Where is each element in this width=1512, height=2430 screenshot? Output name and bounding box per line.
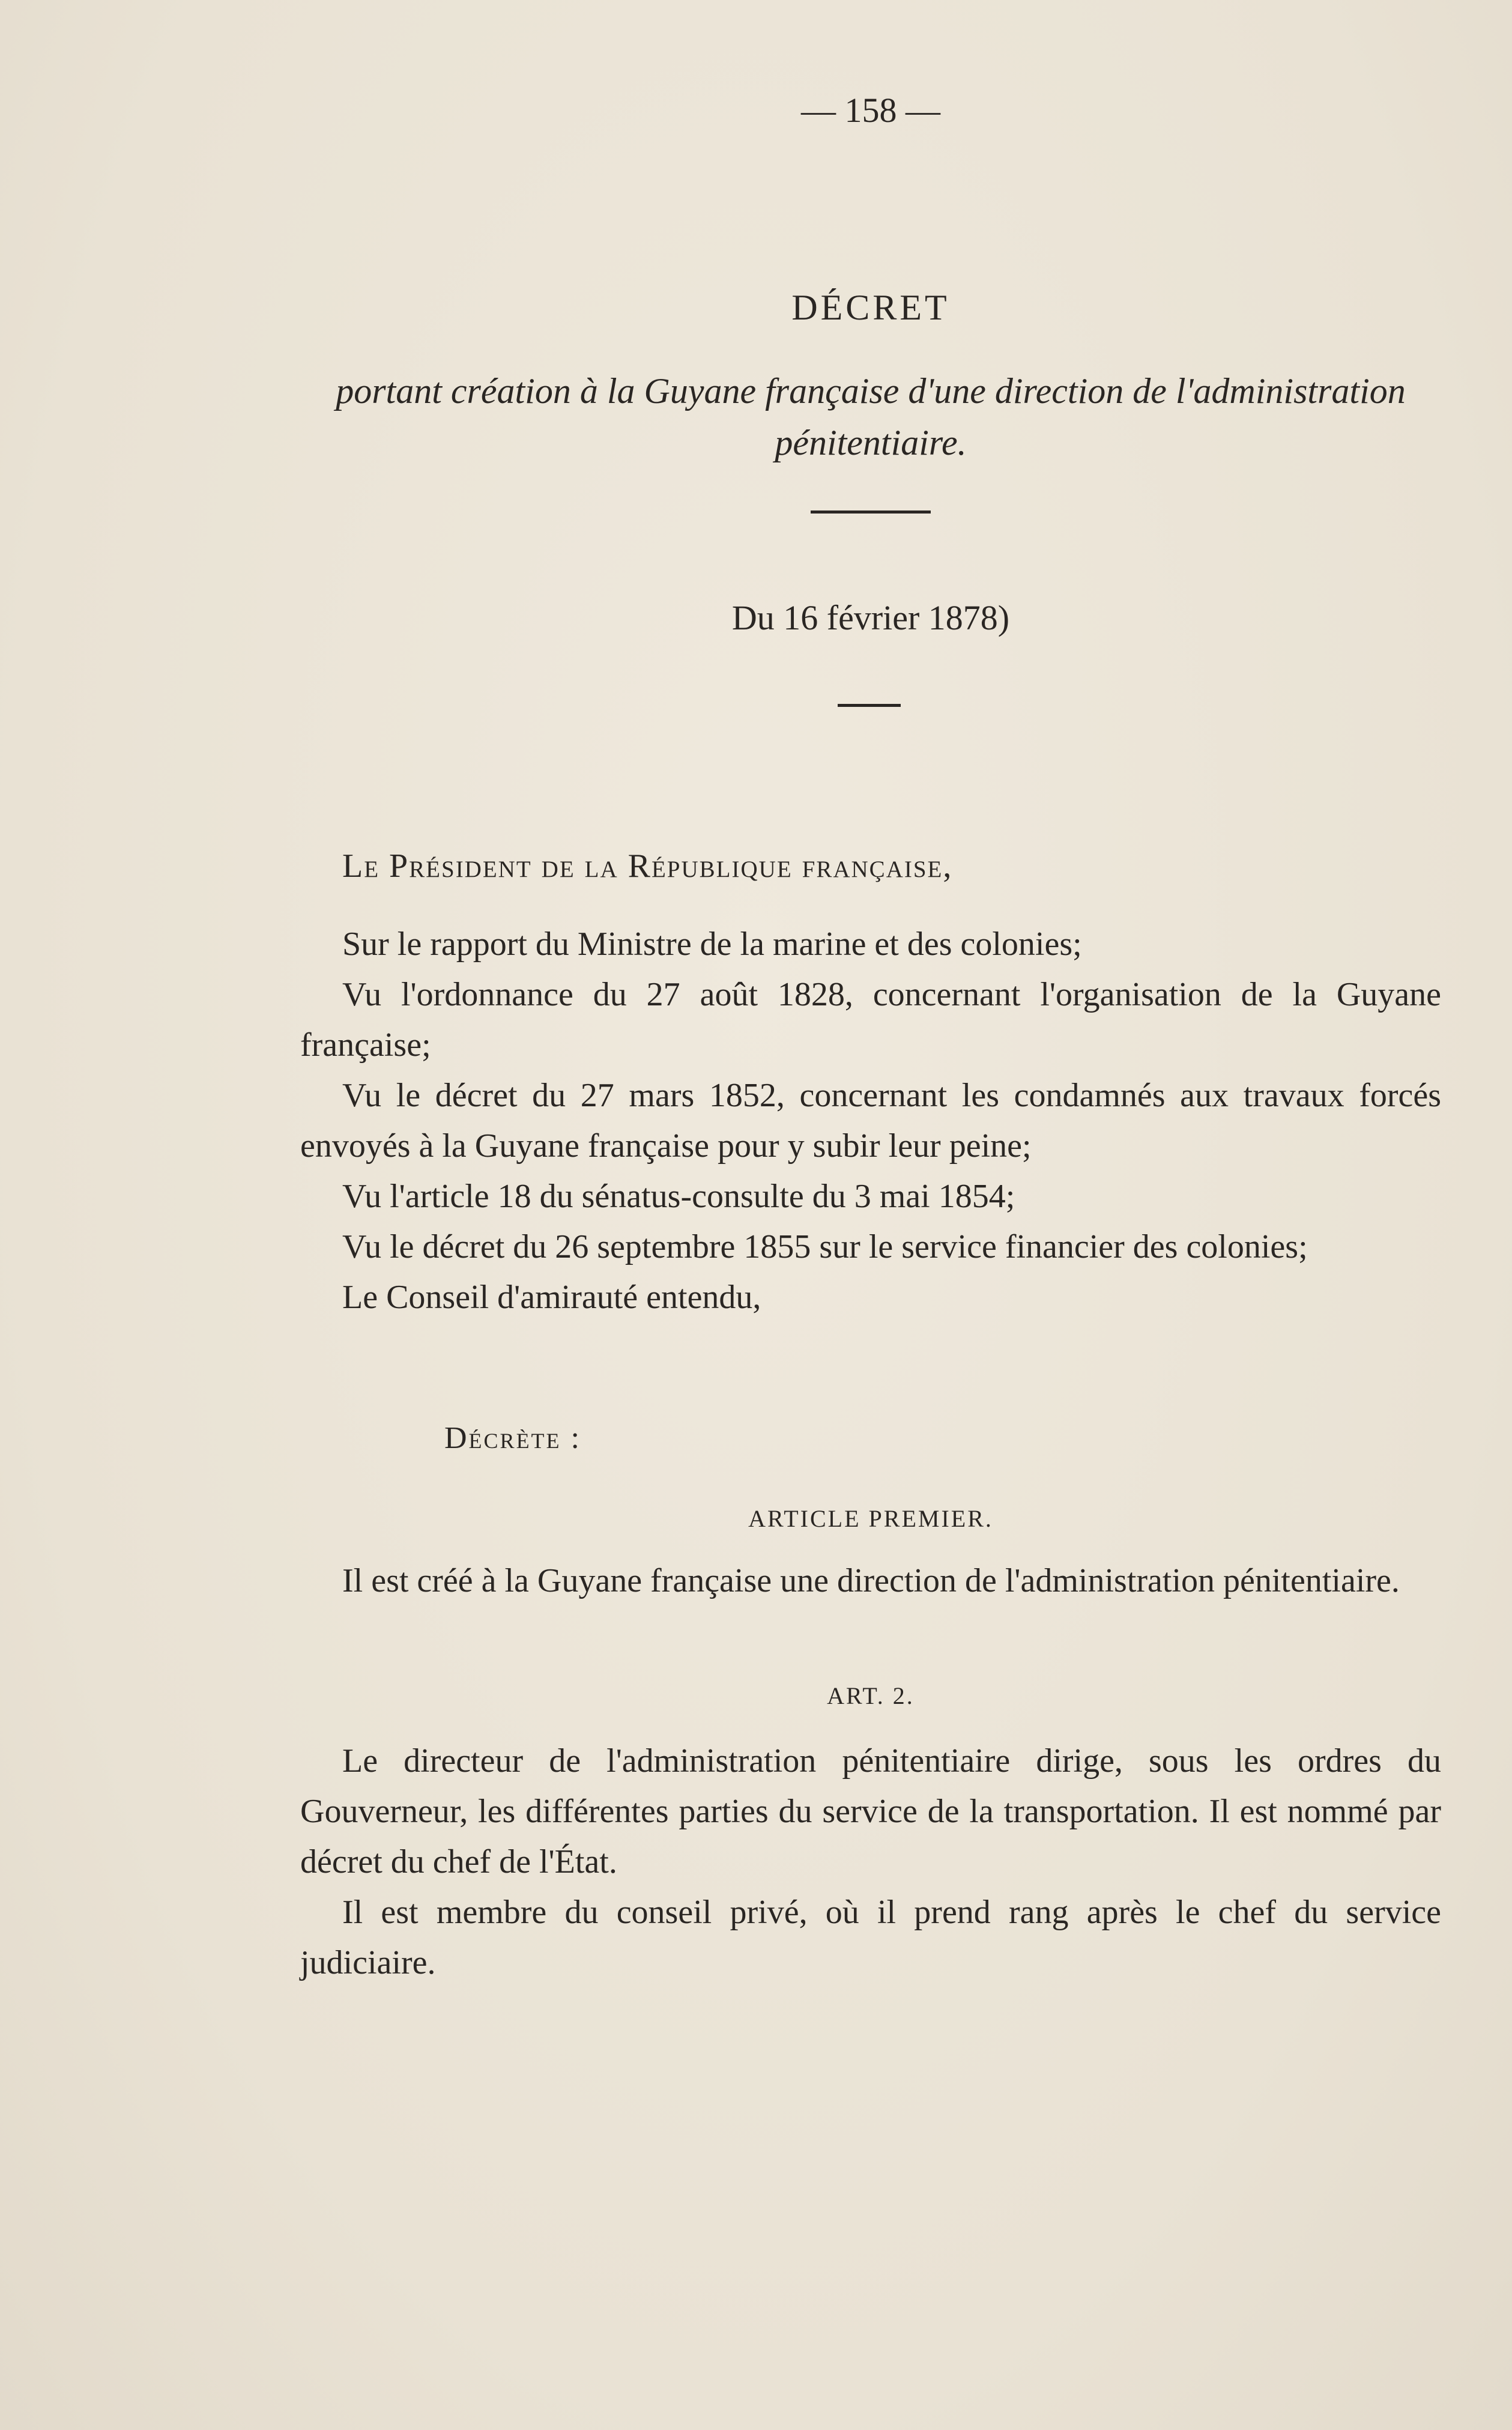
- consideration-paragraph: Vu le décret du 27 mars 1852, concernant les condamnés aux travaux forcés envoyés à la Guyane française pour y subir leur peine;: [300, 1077, 1441, 1165]
- divider-rule: [811, 511, 931, 514]
- consideration-paragraph: Vu l'ordonnance du 27 août 1828, concernant l'organisation de la Guyane française;: [300, 976, 1441, 1064]
- page-number: — 158 —: [801, 91, 940, 130]
- divider-rule: [838, 704, 901, 707]
- article-paragraph: Il est membre du conseil privé, où il prend rang après le chef du service judiciaire.: [300, 1894, 1441, 1981]
- consideration-paragraph: Vu le décret du 26 septembre 1855 sur le service financier des colonies;: [342, 1228, 1308, 1265]
- article-heading: ARTICLE PREMIER.: [748, 1505, 993, 1532]
- article-paragraph: Le directeur de l'administration pénitentiaire dirige, sous les ordres du Gouverneur, les différentes parties du service de la transportation. Il est nommé par décret du chef de l'État.: [300, 1742, 1441, 1880]
- decree-subtitle: portant création à la Guyane française d'une direction de l'administration pénitentiaire.: [336, 371, 1406, 462]
- article-body: [300, 1556, 1441, 1606]
- president-line: Le Président de la République française,: [342, 847, 953, 885]
- article-heading: ART. 2.: [827, 1682, 915, 1709]
- article-body: [300, 1736, 1441, 1988]
- consideration-paragraph: Vu l'article 18 du sénatus-consulte du 3 mai 1854;: [342, 1178, 1015, 1215]
- considerations-block: [300, 919, 1441, 1323]
- decrete-label: Décrète :: [444, 1421, 581, 1455]
- consideration-paragraph: Sur le rapport du Ministre de la marine et des colonies;: [342, 926, 1082, 963]
- decree-date: Du 16 février 1878): [731, 598, 1010, 637]
- consideration-paragraph: Le Conseil d'amirauté entendu,: [342, 1279, 761, 1316]
- decree-title: DÉCRET: [791, 288, 950, 327]
- article-paragraph: Il est créé à la Guyane française une direction de l'administration pénitentiaire.: [342, 1562, 1400, 1599]
